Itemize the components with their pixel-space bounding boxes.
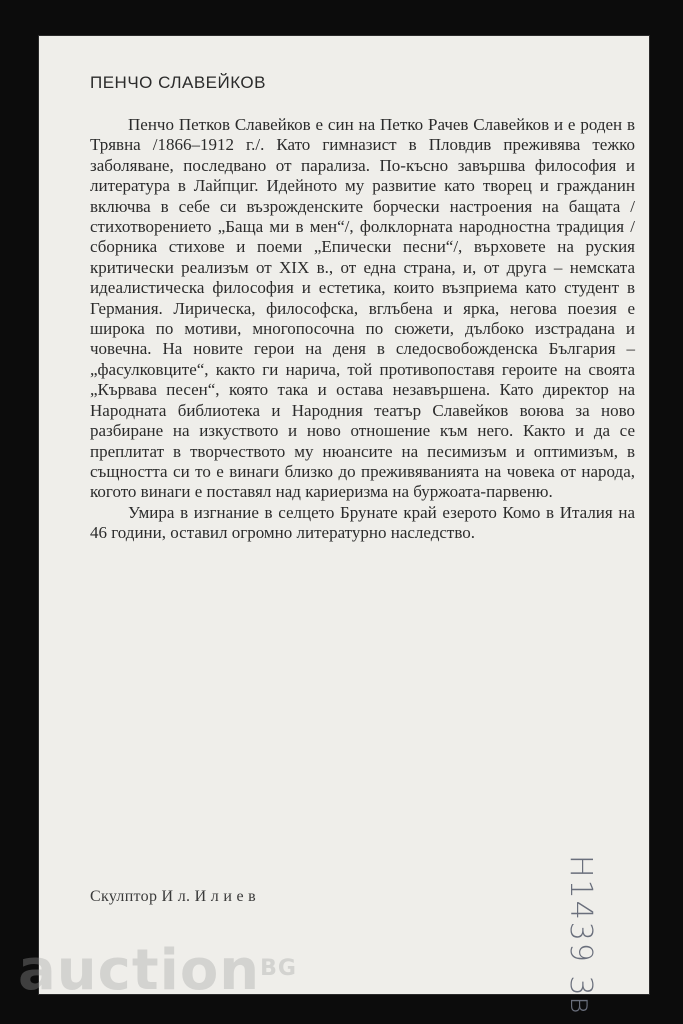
biography-paragraph-1: Пенчо Петков Славейков е син на Петко Рачев Славейков и е роден в Трявна /1866–1912 г./. Като гимназист в Пловдив преживява тежко заболяване, последвано от парализа. По-късно завършва философия и литература в Лайпциг. Идейното му развитие като творец и гражданин включва в себе си възрожденските борчески настроения на бащата /стихотворението „Баща ми в мен“/, фолклорната народностна традиция /сборника стихове и поеми „Епически песни“/, върховете на руския критически реализъм от XIX в., от една страна, и, от друга – немската идеалистическа философия и естетика, които възприема като студент в Германия. Лирическа, философска, вглъбена и ярка, негова поезия е широка по мотиви, многопосочна по сюжети, дълбоко изстрадана и човечна. На новите герои на деня в следосвобожденска България – „фасулковците“, както ги нарича, той противопоставя героите на своята „Кървава песен“, която така и остава незавършена. Като директор на Народната библиотека и Народния театър Славейков воюва за ново разбиране на изкуството и ново отношение към него. Както и да се преплитат в творчеството му нюансите на песимизъм и оптимизъм, в същността си то е винаги близко до преживяванията на човека от народа, когото винаги е поставял над кариеризма на буржоата-парвеню. xyxy=(90,115,635,502)
auction-watermark xyxy=(18,938,297,1003)
page-title: ПЕНЧО СЛАВЕЙКОВ xyxy=(90,73,266,92)
biography-paragraph-2: Умира в изгнание в селцето Брунате край езерото Комо в Италия на 46 години, оставил огромно литературно наследство. xyxy=(90,502,635,543)
postcard-back xyxy=(38,35,650,1017)
watermark-text: auction xyxy=(18,938,261,1003)
handwritten-catalog-note: Н1439 Зв xyxy=(563,855,598,1017)
biography-text xyxy=(90,115,635,544)
watermark-suffix: BG xyxy=(260,956,297,981)
sculptor-credit: Скулптор И л. И л и е в xyxy=(90,888,257,905)
